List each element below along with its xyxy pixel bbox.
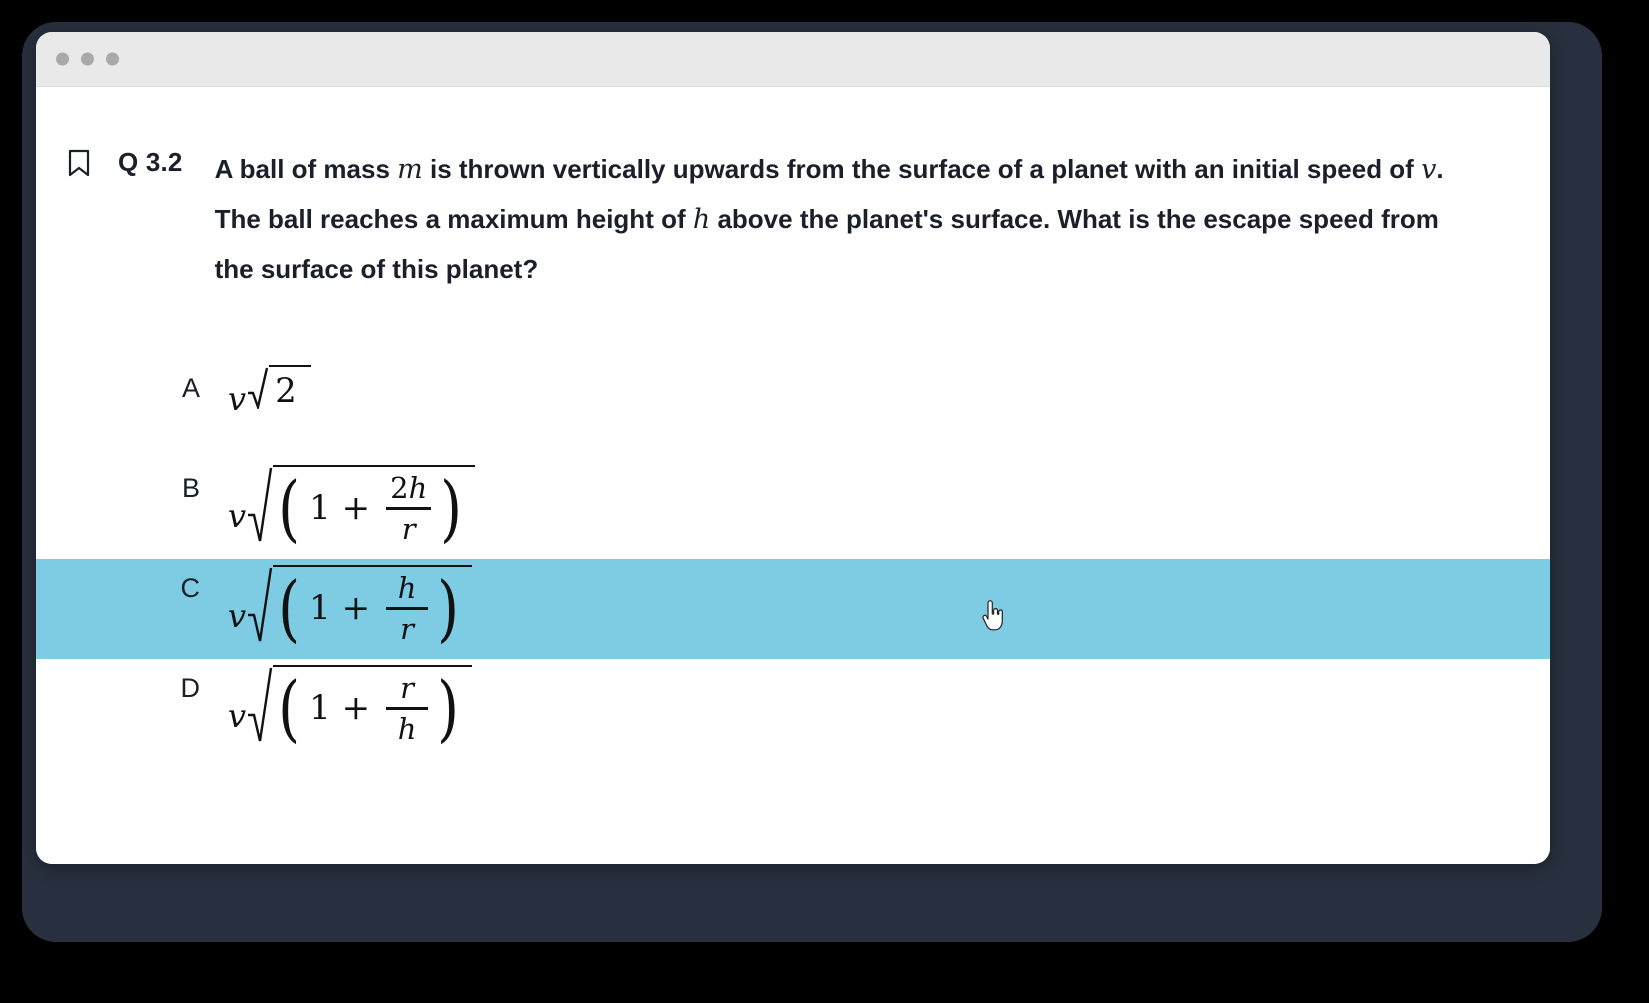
option-b-formula: v ( 1 + $\frac{2h}{r}$ ) [228, 463, 475, 550]
question-text: A ball of mass m is thrown vertically upwards from the surface of a planet with an initial speed of v. The ball reaches a maximum height of h above the planet's surface. What is the escape speed from the surface of this planet? [214, 154, 1444, 284]
option-a[interactable] [36, 359, 1550, 459]
option-c-letter: C [180, 573, 200, 603]
traffic-lights [56, 53, 119, 66]
option-b[interactable] [36, 459, 1550, 559]
minimize-button-icon[interactable] [81, 53, 94, 66]
option-d[interactable] [36, 659, 1550, 759]
app-window [36, 32, 1550, 864]
close-button-icon[interactable] [56, 53, 69, 66]
option-c-formula: v ( 1 + $\frac{h}{r}$ ) [228, 563, 472, 650]
question-panel [36, 87, 1550, 864]
option-c[interactable] [36, 559, 1550, 659]
option-d-letter: D [180, 673, 200, 703]
option-a-formula: v 2 [228, 363, 311, 415]
option-b-letter: B [181, 473, 200, 503]
option-d-formula: v ( 1 + $\frac{r}{h}$ ) [228, 663, 472, 750]
question-number: Q 3.2 [118, 147, 183, 177]
window-titlebar [36, 32, 1550, 87]
bookmark-icon[interactable] [68, 149, 90, 177]
question-row [118, 145, 1510, 293]
options-list [36, 359, 1550, 759]
maximize-button-icon[interactable] [106, 53, 119, 66]
option-a-letter: A [181, 373, 200, 403]
